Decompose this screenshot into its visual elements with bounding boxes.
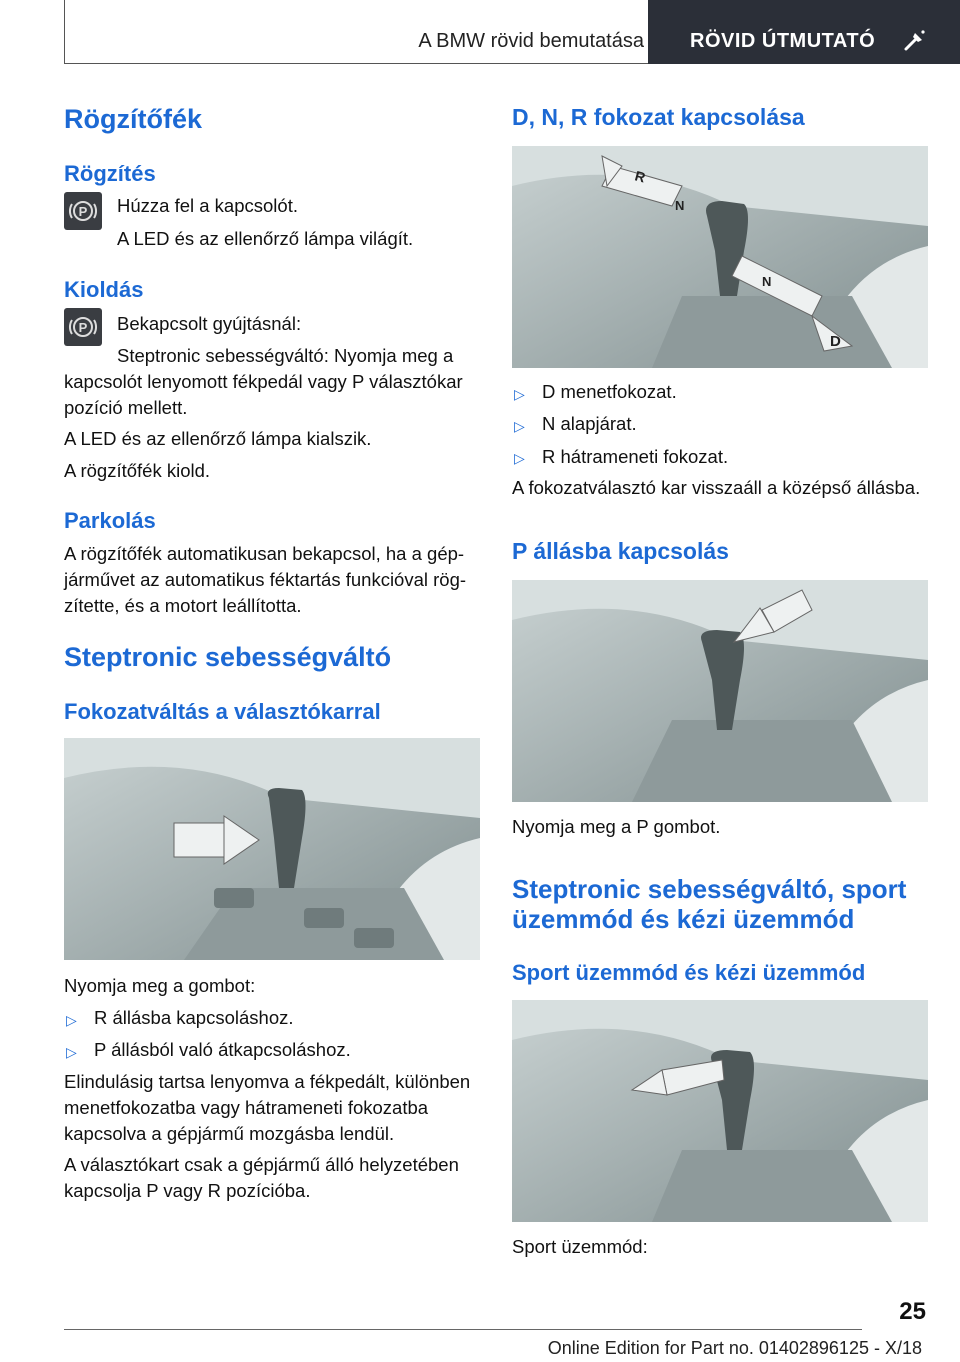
header-chapter-title: RÖVID ÚTMUTATÓ [690,30,876,52]
header-chapter-box [648,0,960,64]
warning-text-2: menetfokozatba vagy hátrameneti fokozatba [64,1097,429,1118]
heading-steptronic: Steptronic sebességváltó [64,642,392,672]
heading-p-position: P állásba kapcsolás [512,538,729,564]
sport-mode-caption: Sport üzemmód: [512,1236,648,1257]
list-item: P állásból való átkapcsoláshoz. [94,1039,351,1060]
heading-sport-mode-2: üzemmód és kézi üzemmód [512,904,855,934]
illustration-dnr-shifting [512,146,928,368]
parking-brake-icon [64,308,102,346]
release-text-1: Steptronic sebességváltó: Nyomja meg a [117,345,454,366]
list-item: R állásba kapcsoláshoz. [94,1007,294,1028]
warning-text-1: Elindulásig tartsa lenyomva a fékpedált, különben [64,1071,471,1092]
arrow-label-d: D [830,333,841,350]
footer-edition: Online Edition for Part no. 01402896125 - X/18 [547,1338,922,1358]
engage-instruction: Húzza fel a kapcsolót. [117,195,298,216]
note-text-1: A választókart csak a gépjármű álló helyzetében [64,1154,459,1175]
heading-dnr: D, N, R fokozat kapcsolása [512,104,805,130]
illustration-selector-lever-button [64,738,480,960]
subheading-engage: Rögzítés [64,161,156,186]
illustration-p-button [512,580,928,802]
bullet-triangle-icon: ▷ [66,1044,77,1060]
parking-text-2: járművet az automatikus féktartás funkcióval rög- [64,569,467,590]
release-result: A rögzítőfék kiold. [64,460,211,481]
header-section-title: A BMW rövid bemutatása [418,30,644,52]
lever-return-note: A fokozatválasztó kar visszaáll a középső állásba. [512,477,921,498]
press-p-instruction: Nyomja meg a P gombot. [512,816,721,837]
heading-sport-mode-1: Steptronic sebességváltó, sport [512,874,907,904]
wrench-tool-icon [903,28,927,52]
release-text-2: kapcsolót lenyomott fékpedál vagy P választókar [64,371,463,392]
bullet-triangle-icon: ▷ [514,386,525,402]
release-condition: Bekapcsolt gyújtásnál: [117,313,302,334]
bullet-triangle-icon: ▷ [514,450,525,466]
page-number: 25 [899,1298,926,1325]
arrow-label-n: N [762,274,772,289]
subheading-shift-selector: Fokozatváltás a választókarral [64,699,381,724]
subheading-parking: Parkolás [64,508,156,533]
release-led-note: A LED és az ellenőrző lámpa kialszik. [64,428,372,449]
subheading-sport-manual: Sport üzemmód és kézi üzemmód [512,960,866,985]
heading-parking-brake: Rögzítőfék [64,104,202,134]
release-text-3: pozíció mellett. [64,397,188,418]
bullet-triangle-icon: ▷ [514,418,525,434]
header-bottom-rule [64,63,648,64]
engage-led-note: A LED és az ellenőrző lámpa világít. [117,228,414,249]
svg-text:P: P [78,320,88,335]
subheading-release: Kioldás [64,277,144,302]
list-item: D menetfokozat. [542,381,677,402]
parking-text-1: A rögzítőfék automatikusan bekapcsol, ha a gép- [64,543,465,564]
note-text-2: kapcsolja P vagy R pozícióba. [64,1180,311,1201]
svg-text:P: P [78,204,88,219]
list-item: N alapjárat. [542,413,637,434]
arrow-label-r: R [633,167,648,186]
press-button-instruction: Nyomja meg a gombot: [64,975,256,996]
footer-rule [64,1329,862,1330]
parking-text-3: zítette, és a motort leállította. [64,595,302,616]
arrow-label-n: N [675,198,685,213]
bullet-triangle-icon: ▷ [66,1012,77,1028]
warning-text-3: kapcsolva a gépjármű mozgásba lendül. [64,1123,395,1144]
illustration-sport-mode [512,1000,928,1222]
list-item: R hátrameneti fokozat. [542,446,729,467]
parking-brake-icon [64,192,102,230]
